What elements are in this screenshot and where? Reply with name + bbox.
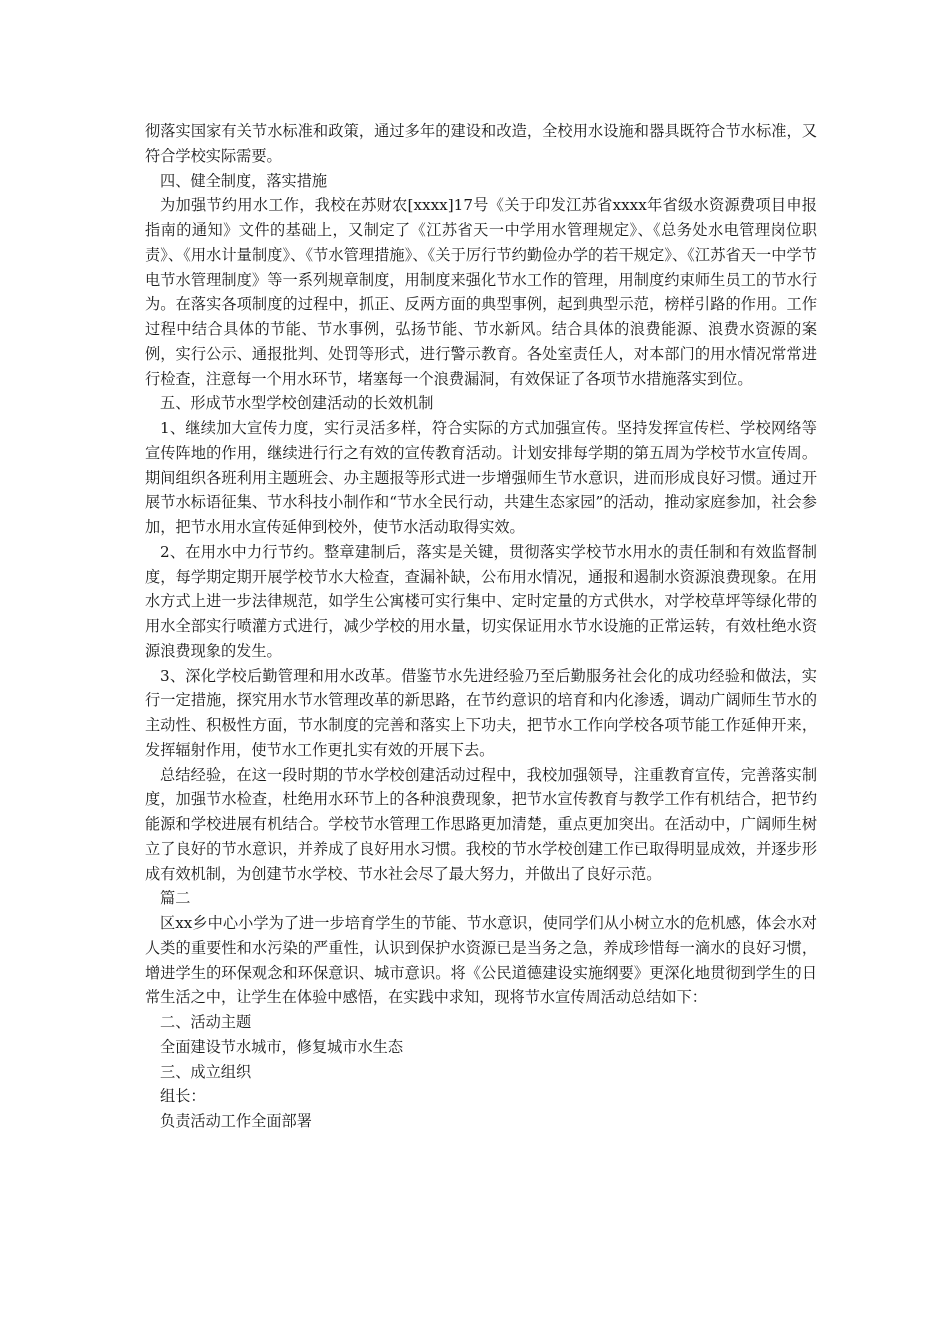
section-heading: 五、形成节水型学校创建活动的长效机制 <box>160 394 434 413</box>
paragraph: 区xx乡中心小学为了进一步培育学生的节能、节水意识，使同学们从小树立水的危机感，体会水对人类的重要性和水污染的严重性，认识到保护水资源已是当务之急，养成珍惜每一滴水的良好习惯，增进学生的环保观念和环保意识、城市意识。将《公民道德建设实施纲要》更深化地贯彻到学生的日常生活之中，让学生在体验中感悟，在实践中求知，现将节水宣传周活动总结如下： <box>145 914 817 1007</box>
document-page <box>145 119 817 1134</box>
section-heading: 四、健全制度，落实措施 <box>160 171 328 190</box>
section-heading: 二、活动主题 <box>160 1013 252 1031</box>
paragraph: 负责活动工作全面部署 <box>160 1112 312 1130</box>
paragraph: 为加强节约用水工作，我校在苏财农[xxxx]17号《关于印发江苏省xxxx年省级水资源费项目申报指南的通知》文件的基础上，又制定了《江苏省天一中学用水管理规定》、《总务处水电管理岗位职责》、《用水计量制度》、《节水管理措施》、《关于厉行节约勤俭办学的若干规定》、《江苏省天一中学节电节水管理制度》等一系列规章制度，用制度来强化节水工作的管理，用制度约束师生员工的节水行为。在落实各项制度的过程中，抓正、反两方面的典型事例，起到典型示范，榜样引路的作用。工作过程中结合具体的节能、节水事例，弘扬节能、节水新风。结合具体的浪费能源、浪费水资源的案例，实行公示、通报批判、处罚等形式，进行警示教育。各处室责任人，对本部门的用水情况常常进行检查，注意每一个用水环节，堵塞每一个浪费漏洞，有效保证了各项节水措施落实到位。 <box>145 196 817 388</box>
section-heading: 三、成立组织 <box>160 1062 252 1081</box>
paragraph: 3、深化学校后勤管理和用水改革。借鉴节水先进经验乃至后勤服务社会化的成功经验和做法，实行一定措施，探究用水节水管理改革的新思路，在节约意识的培育和内化渗透，调动广阔师生节水的主动性、积极性方面，节水制度的完善和落实上下功夫，把节水工作向学校各项节能工作延伸开来，发挥辐射作用，使节水工作更扎实有效的开展下去。 <box>145 666 817 759</box>
paragraph: 1、继续加大宣传力度，实行灵活多样，符合实际的方式加强宣传。坚持发挥宣传栏、学校网络等宣传阵地的作用，继续进行行之有效的宣传教育活动。计划安排每学期的第五周为学校节水宣传周。期间组织各班利用主题班会、办主题报等形式进一步增强师生节水意识，进而形成良好习惯。通过开展节水标语征集、节水科技小制作和“节水全民行动，共建生态家园”的活动，推动家庭参加，社会参加，把节水用水宣传延伸到校外，使节水活动取得实效。 <box>145 419 817 536</box>
paragraph: 全面建设节水城市，修复城市水生态 <box>160 1037 403 1056</box>
paragraph: 2、在用水中力行节约。整章建制后，落实是关键，贯彻落实学校节水用水的责任制和有效监督制度，每学期定期开展学校节水大检查，查漏补缺，公布用水情况，通报和遏制水资源浪费现象。在用水方式上进一步法律规范，如学生公寓楼可实行集中、定时定量的方式供水，对学校草坪等绿化带的用水全部实行喷灌方式进行，减少学校的用水量，切实保证用水节水设施的正常运转，有效杜绝水资源浪费现象的发生。 <box>145 542 817 660</box>
part-heading: 篇二 <box>160 889 191 908</box>
paragraph: 彻落实国家有关节水标准和政策，通过多年的建设和改造，全校用水设施和器具既符合节水标准，又符合学校实际需要。 <box>145 122 817 165</box>
paragraph: 总结经验，在这一段时期的节水学校创建活动过程中，我校加强领导，注重教育宣传，完善落实制度，加强节水检查，杜绝用水环节上的各种浪费现象，把节水宣传教育与教学工作有机结合，把节约能源和学校进展有机结合。学校节水管理工作思路更加清楚，重点更加突出。在活动中，广阔师生树立了良好的节水意识，并养成了良好用水习惯。我校的节水学校创建工作已取得明显成效，并逐步形成有效机制，为创建节水学校、节水社会尽了最大努力，并做出了良好示范。 <box>145 765 817 883</box>
paragraph: 组长： <box>160 1087 206 1106</box>
